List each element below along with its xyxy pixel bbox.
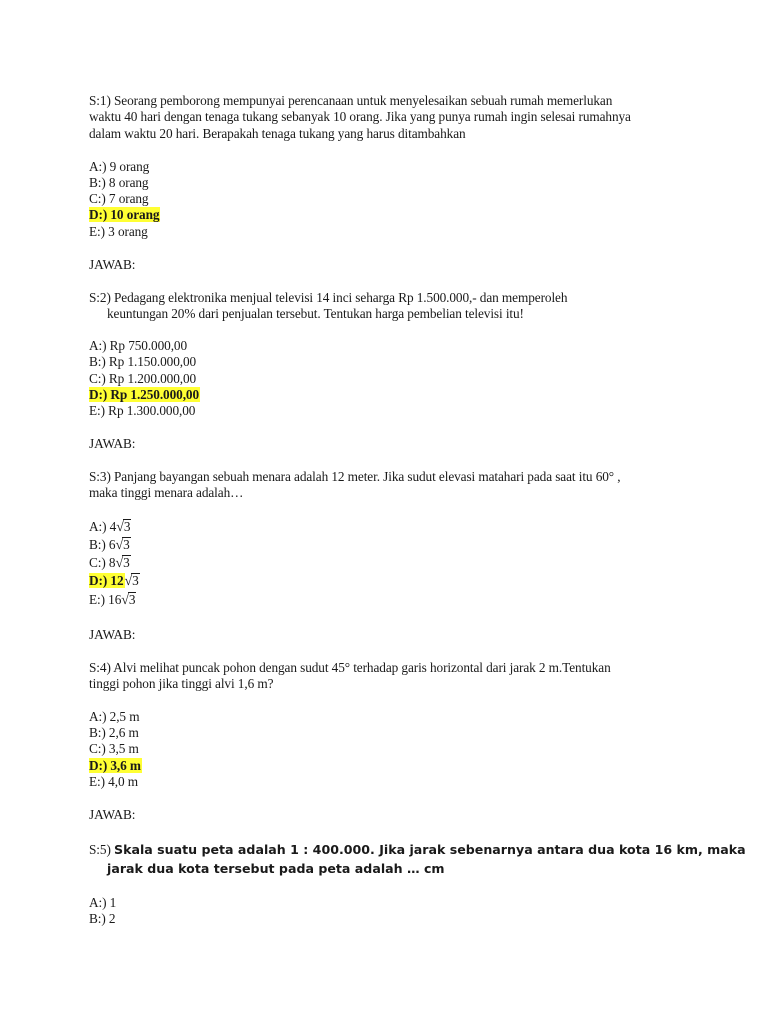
highlighted-answer xyxy=(89,573,125,588)
radical-sign: √ xyxy=(115,556,124,571)
option-coefficient: 6 xyxy=(108,537,116,552)
q2-option-c: C:) Rp 1.200.000,00 xyxy=(89,371,197,386)
q1-line-2: waktu 40 hari dengan tenaga tukang sebanyak 10 orang. Jika yang punya rumah ingin selesai rumahnya xyxy=(89,109,631,124)
q1-option-d-correct xyxy=(89,207,160,223)
q4-option-b: B:) 2,6 m xyxy=(89,725,139,740)
square-root xyxy=(125,573,140,590)
q4-line-1: S:4) Alvi melihat puncak pohon dengan sudut 45° terhadap garis horizontal dari jarak 2 m.Tentukan xyxy=(89,660,611,675)
q1-option-b: B:) 8 orang xyxy=(89,175,149,190)
q4-jawab: JAWAB: xyxy=(89,807,136,822)
question-number: S:5) xyxy=(89,842,114,857)
q1-jawab: JAWAB: xyxy=(89,257,136,272)
square-root xyxy=(115,555,130,572)
option-coefficient: 8 xyxy=(108,555,116,570)
option-prefix: E:) xyxy=(89,592,109,607)
q4-option-d-correct xyxy=(89,758,142,774)
radicand: 3 xyxy=(123,555,130,570)
q2-line-2: keuntungan 20% dari penjualan tersebut. Tentukan harga pembelian televisi itu! xyxy=(107,306,524,321)
q3-line-1: S:3) Panjang bayangan sebuah menara adalah 12 meter. Jika sudut elevasi matahari pada saat itu 60° , xyxy=(89,469,621,484)
q5-option-a: A:) 1 xyxy=(89,895,117,910)
q5-line-1 xyxy=(89,842,746,858)
highlighted-answer: D:) 10 orang xyxy=(89,207,160,222)
q2-line-1: S:2) Pedagang elektronika menjual televisi 14 inci seharga Rp 1.500.000,- dan memperoleh xyxy=(89,290,568,305)
radicand: 3 xyxy=(128,592,136,607)
q3-option-b xyxy=(89,537,131,554)
q2-option-e: E:) Rp 1.300.000,00 xyxy=(89,403,196,418)
q2-option-d-correct xyxy=(89,387,200,403)
radicand: 3 xyxy=(123,519,131,534)
q2-option-a: A:) Rp 750.000,00 xyxy=(89,338,188,353)
radicand: 3 xyxy=(132,573,139,588)
q1-line-1: S:1) Seorang pemborong mempunyai perencanaan untuk menyelesaikan sebuah rumah memerlukan xyxy=(89,93,613,108)
q4-line-2: tinggi pohon jika tinggi alvi 1,6 m? xyxy=(89,676,274,691)
option-coefficient: 16 xyxy=(108,592,122,607)
q3-option-a xyxy=(89,519,131,536)
q3-option-d-correct xyxy=(89,573,140,590)
q5-option-b: B:) 2 xyxy=(89,911,116,926)
q3-option-c xyxy=(89,555,131,572)
radical-sign: √ xyxy=(115,538,124,553)
q4-option-c: C:) 3,5 m xyxy=(89,741,139,756)
highlighted-answer: D:) Rp 1.250.000,00 xyxy=(89,387,200,402)
q3-line-2: maka tinggi menara adalah… xyxy=(89,485,244,500)
square-root xyxy=(115,537,130,554)
option-prefix: A:) xyxy=(89,519,110,534)
q3-jawab: JAWAB: xyxy=(89,627,136,642)
radical-sign: √ xyxy=(124,574,133,589)
square-root xyxy=(116,519,131,536)
q2-option-b: B:) Rp 1.150.000,00 xyxy=(89,354,197,369)
option-coefficient: 12 xyxy=(110,573,124,588)
question-text: Skala suatu peta adalah 1 : 400.000. Jika jarak sebenarnya antara dua kota 16 km, maka xyxy=(114,842,746,857)
option-coefficient: 4 xyxy=(109,519,117,534)
radical-sign: √ xyxy=(116,520,124,535)
q1-option-a: A:) 9 orang xyxy=(89,159,150,174)
q2-jawab: JAWAB: xyxy=(89,436,136,451)
option-prefix: B:) xyxy=(89,537,109,552)
option-prefix: D:) xyxy=(89,573,111,588)
option-prefix: C:) xyxy=(89,555,109,570)
radicand: 3 xyxy=(123,537,130,552)
radical-sign: √ xyxy=(121,593,129,608)
q3-option-e xyxy=(89,592,136,609)
q4-option-a: A:) 2,5 m xyxy=(89,709,140,724)
q1-line-3: dalam waktu 20 hari. Berapakah tenaga tukang yang harus ditambahkan xyxy=(89,126,466,141)
q1-option-c: C:) 7 orang xyxy=(89,191,149,206)
highlighted-answer: D:) 3,6 m xyxy=(89,758,141,773)
q4-option-e: E:) 4,0 m xyxy=(89,774,138,789)
q5-line-2: jarak dua kota tersebut pada peta adalah … cm xyxy=(107,861,445,876)
q1-option-e: E:) 3 orang xyxy=(89,224,148,239)
square-root xyxy=(121,592,136,609)
